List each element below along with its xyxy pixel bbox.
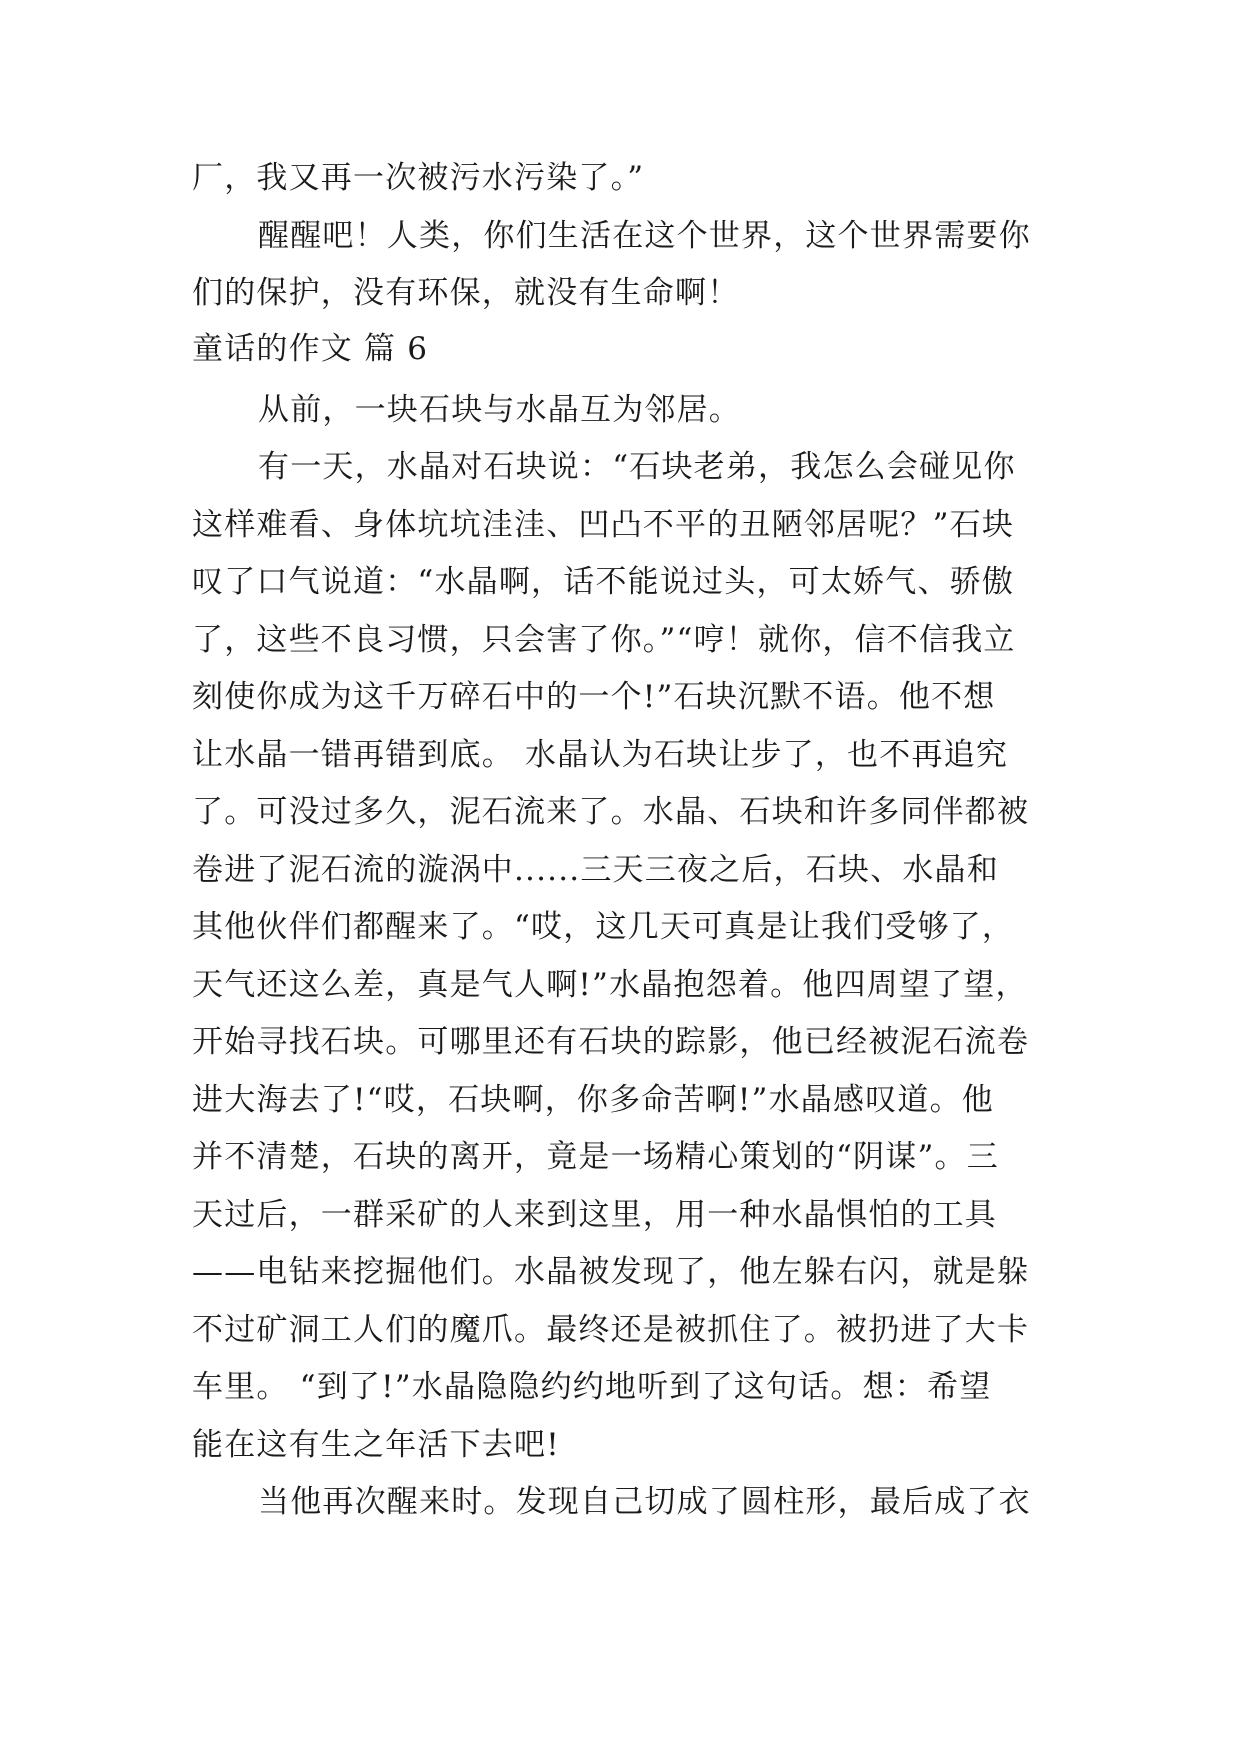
text-line: 卷进了泥石流的漩涡中......三天三夜之后，石块、水晶和 [192,851,999,888]
text-line: 醒醒吧！人类，你们生活在这个世界，这个世界需要你 [258,217,1031,254]
text-line: 开始寻找石块。可哪里还有石块的踪影，他已经被泥石流卷 [192,1024,1030,1060]
text-line: 能在这有生之年活下去吧! [192,1426,560,1463]
text-line: 们的保护，没有环保，就没有生命啊！ [192,275,740,311]
text-line: 天气还这么差，真是气人啊!”水晶抱怨着。他四周望了望， [192,966,1028,1003]
text-line: 了。可没过多久，泥石流来了。水晶、石块和许多同伴都被 [192,794,1030,830]
text-line: 刻使你成为这千万碎石中的一个!”石块沉默不语。他不想 [192,679,996,715]
body-text [192,150,1054,1532]
text-line: 不过矿洞工人们的魔爪。最终还是被抓住了。被扔进了大卡 [192,1311,1030,1348]
text-line: 进大海去了!“哎，石块啊，你多命苦啊!”水晶感叹道。他 [192,1081,995,1118]
text-line: 从前，一块石块与水晶互为邻居。 [258,391,741,428]
text-line: 当他再次醒来时。发现自己切成了圆柱形，最后成了衣 [258,1484,1031,1520]
text-line: 叹了口气说道：“水晶啊，话不能说过头，可太娇气、骄傲 [192,564,1015,600]
text-line: 并不清楚，石块的离开，竟是一场精心策划的“阴谋”。三 [192,1139,999,1175]
text-line: 这样难看、身体坑坑洼洼、凹凸不平的丑陋邻居呢？”石块 [192,506,1015,543]
text-line: 有一天，水晶对石块说：“石块老弟，我怎么会碰见你 [258,449,1016,485]
section-heading: 童话的作文 篇 6 [192,330,429,367]
text-line: 让水晶一错再错到底。 水晶认为石块让步了，也不再追究 [192,736,1009,773]
text-line: 了，这些不良习惯，只会害了你。”“哼！就你，信不信我立 [192,621,1016,658]
text-line: 天过后，一群采矿的人来到这里，用一种水晶惧怕的工具 [192,1196,997,1233]
text-line: 车里。 “到了!”水晶隐隐约约地听到了这句话。想：希望 [192,1369,992,1405]
text-line: 厂，我又再一次被污水污染了。” [192,160,645,196]
text-line: 其他伙伴们都醒来了。“哎，这几天可真是让我们受够了， [192,909,1015,945]
text-line: ——电钻来挖掘他们。水晶被发现了，他左躲右闪，就是躲 [192,1254,1030,1290]
